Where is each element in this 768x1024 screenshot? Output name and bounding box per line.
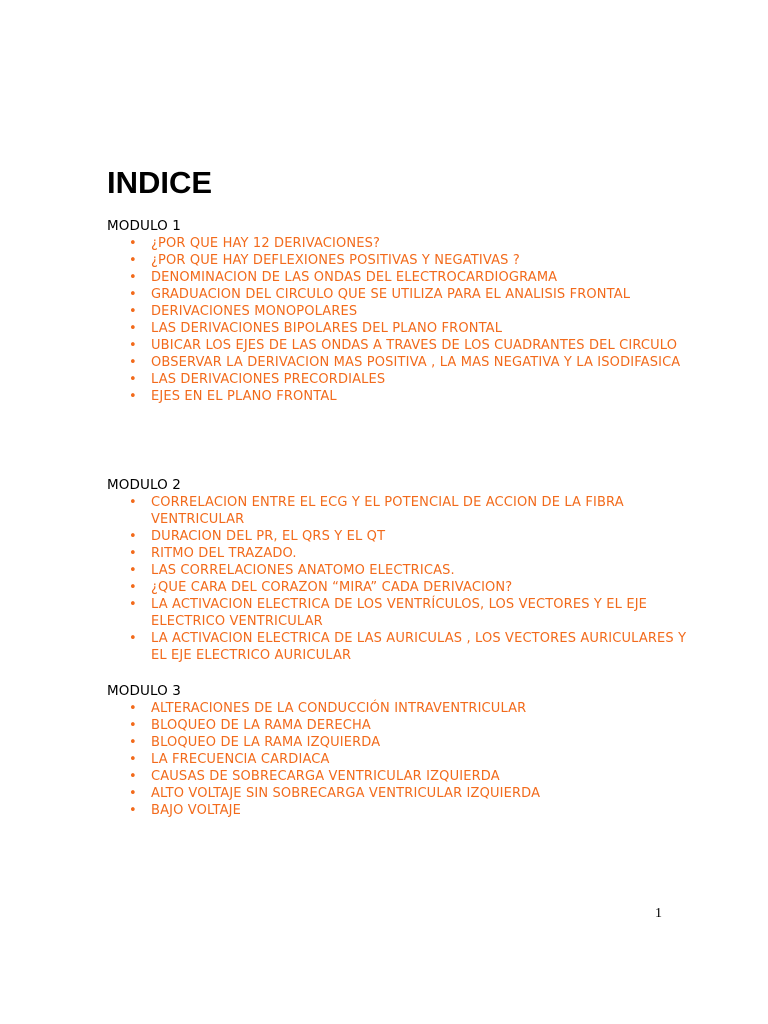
topic-item [107, 545, 687, 562]
bullet-icon: • [129, 338, 137, 353]
bullet-icon: • [129, 597, 137, 612]
topic-item [107, 630, 687, 664]
topic-item [107, 785, 687, 802]
topic-item [107, 768, 687, 785]
topic-label: CORRELACION ENTRE EL ECG Y EL POTENCIAL DE ACCION DE LA FIBRA VENTRICULAR [151, 495, 624, 527]
bullet-icon: • [129, 287, 137, 302]
topic-label: LA ACTIVACION ELECTRICA DE LOS VENTRÍCULOS, LOS VECTORES Y EL EJE ELECTRICO VENTRICULAR [151, 597, 648, 629]
topic-item [107, 579, 687, 596]
topic-label: EJES EN EL PLANO FRONTAL [151, 389, 337, 404]
bullet-icon: • [129, 786, 137, 801]
bullet-icon: • [129, 580, 137, 595]
topic-item [107, 252, 687, 269]
topic-label: ¿POR QUE HAY DEFLEXIONES POSITIVAS Y NEGATIVAS ? [151, 253, 520, 268]
topic-label: DERIVACIONES MONOPOLARES [151, 304, 358, 319]
bullet-icon: • [129, 270, 137, 285]
module-1-topic-list [107, 235, 687, 405]
bullet-icon: • [129, 355, 137, 370]
module-2-topic-list [107, 494, 687, 664]
bullet-icon: • [129, 752, 137, 767]
topic-label: UBICAR LOS EJES DE LAS ONDAS A TRAVES DE LOS CUADRANTES DEL CIRCULO [151, 338, 678, 353]
topic-item [107, 286, 687, 303]
topic-label: DURACION DEL PR, EL QRS Y EL QT [151, 529, 386, 544]
topic-label: DENOMINACION DE LAS ONDAS DEL ELECTROCARDIOGRAMA [151, 270, 558, 285]
topic-item [107, 388, 687, 405]
bullet-icon: • [129, 701, 137, 716]
topic-label: LA FRECUENCIA CARDIACA [151, 752, 330, 767]
topic-item [107, 562, 687, 579]
topic-label: LAS CORRELACIONES ANATOMO ELECTRICAS. [151, 563, 455, 578]
topic-item [107, 751, 687, 768]
bullet-icon: • [129, 495, 137, 510]
topic-item [107, 269, 687, 286]
topic-label: ALTO VOLTAJE SIN SOBRECARGA VENTRICULAR IZQUIERDA [151, 786, 541, 801]
bullet-icon: • [129, 546, 137, 561]
bullet-icon: • [129, 389, 137, 404]
bullet-icon: • [129, 631, 137, 646]
topic-label: ¿POR QUE HAY 12 DERIVACIONES? [151, 236, 381, 251]
topic-label: CAUSAS DE SOBRECARGA VENTRICULAR IZQUIERDA [151, 769, 500, 784]
module-heading: MODULO 1 [107, 218, 181, 234]
topic-label: LA ACTIVACION ELECTRICA DE LAS AURICULAS , LOS VECTORES AURICULARES Y EL EJE ELECTRICO AURICULAR [151, 631, 687, 663]
bullet-icon: • [129, 563, 137, 578]
module-2-section [107, 477, 687, 664]
module-1-section [107, 218, 687, 405]
module-heading: MODULO 2 [107, 477, 181, 493]
topic-item [107, 700, 687, 717]
topic-item [107, 337, 687, 354]
topic-item [107, 717, 687, 734]
page-title: INDICE [107, 165, 213, 200]
topic-item [107, 303, 687, 320]
topic-label: BLOQUEO DE LA RAMA IZQUIERDA [151, 735, 381, 750]
bullet-icon: • [129, 735, 137, 750]
bullet-icon: • [129, 803, 137, 818]
topic-label: ¿QUE CARA DEL CORAZON “MIRA” CADA DERIVACION? [151, 580, 513, 595]
topic-label: ALTERACIONES DE LA CONDUCCIÓN INTRAVENTRICULAR [151, 701, 527, 716]
bullet-icon: • [129, 253, 137, 268]
bullet-icon: • [129, 236, 137, 251]
topic-item [107, 235, 687, 252]
topic-label: GRADUACION DEL CIRCULO QUE SE UTILIZA PARA EL ANALISIS FRONTAL [151, 287, 631, 302]
topic-item [107, 528, 687, 545]
bullet-icon: • [129, 529, 137, 544]
topic-label: BLOQUEO DE LA RAMA DERECHA [151, 718, 371, 733]
topic-item [107, 371, 687, 388]
topic-label: LAS DERIVACIONES PRECORDIALES [151, 372, 386, 387]
topic-item [107, 802, 687, 819]
topic-item [107, 354, 687, 371]
topic-label: LAS DERIVACIONES BIPOLARES DEL PLANO FRONTAL [151, 321, 503, 336]
module-3-section [107, 683, 687, 819]
bullet-icon: • [129, 304, 137, 319]
topic-item [107, 596, 687, 630]
bullet-icon: • [129, 372, 137, 387]
bullet-icon: • [129, 321, 137, 336]
bullet-icon: • [129, 718, 137, 733]
topic-item [107, 734, 687, 751]
module-3-topic-list [107, 700, 687, 819]
page-number: 1 [655, 906, 662, 921]
module-heading: MODULO 3 [107, 683, 181, 699]
topic-item [107, 494, 687, 528]
topic-label: RITMO DEL TRAZADO. [151, 546, 297, 561]
topic-item [107, 320, 687, 337]
bullet-icon: • [129, 769, 137, 784]
topic-label: BAJO VOLTAJE [151, 803, 242, 818]
topic-label: OBSERVAR LA DERIVACION MAS POSITIVA , LA MAS NEGATIVA Y LA ISODIFASICA [151, 355, 681, 370]
